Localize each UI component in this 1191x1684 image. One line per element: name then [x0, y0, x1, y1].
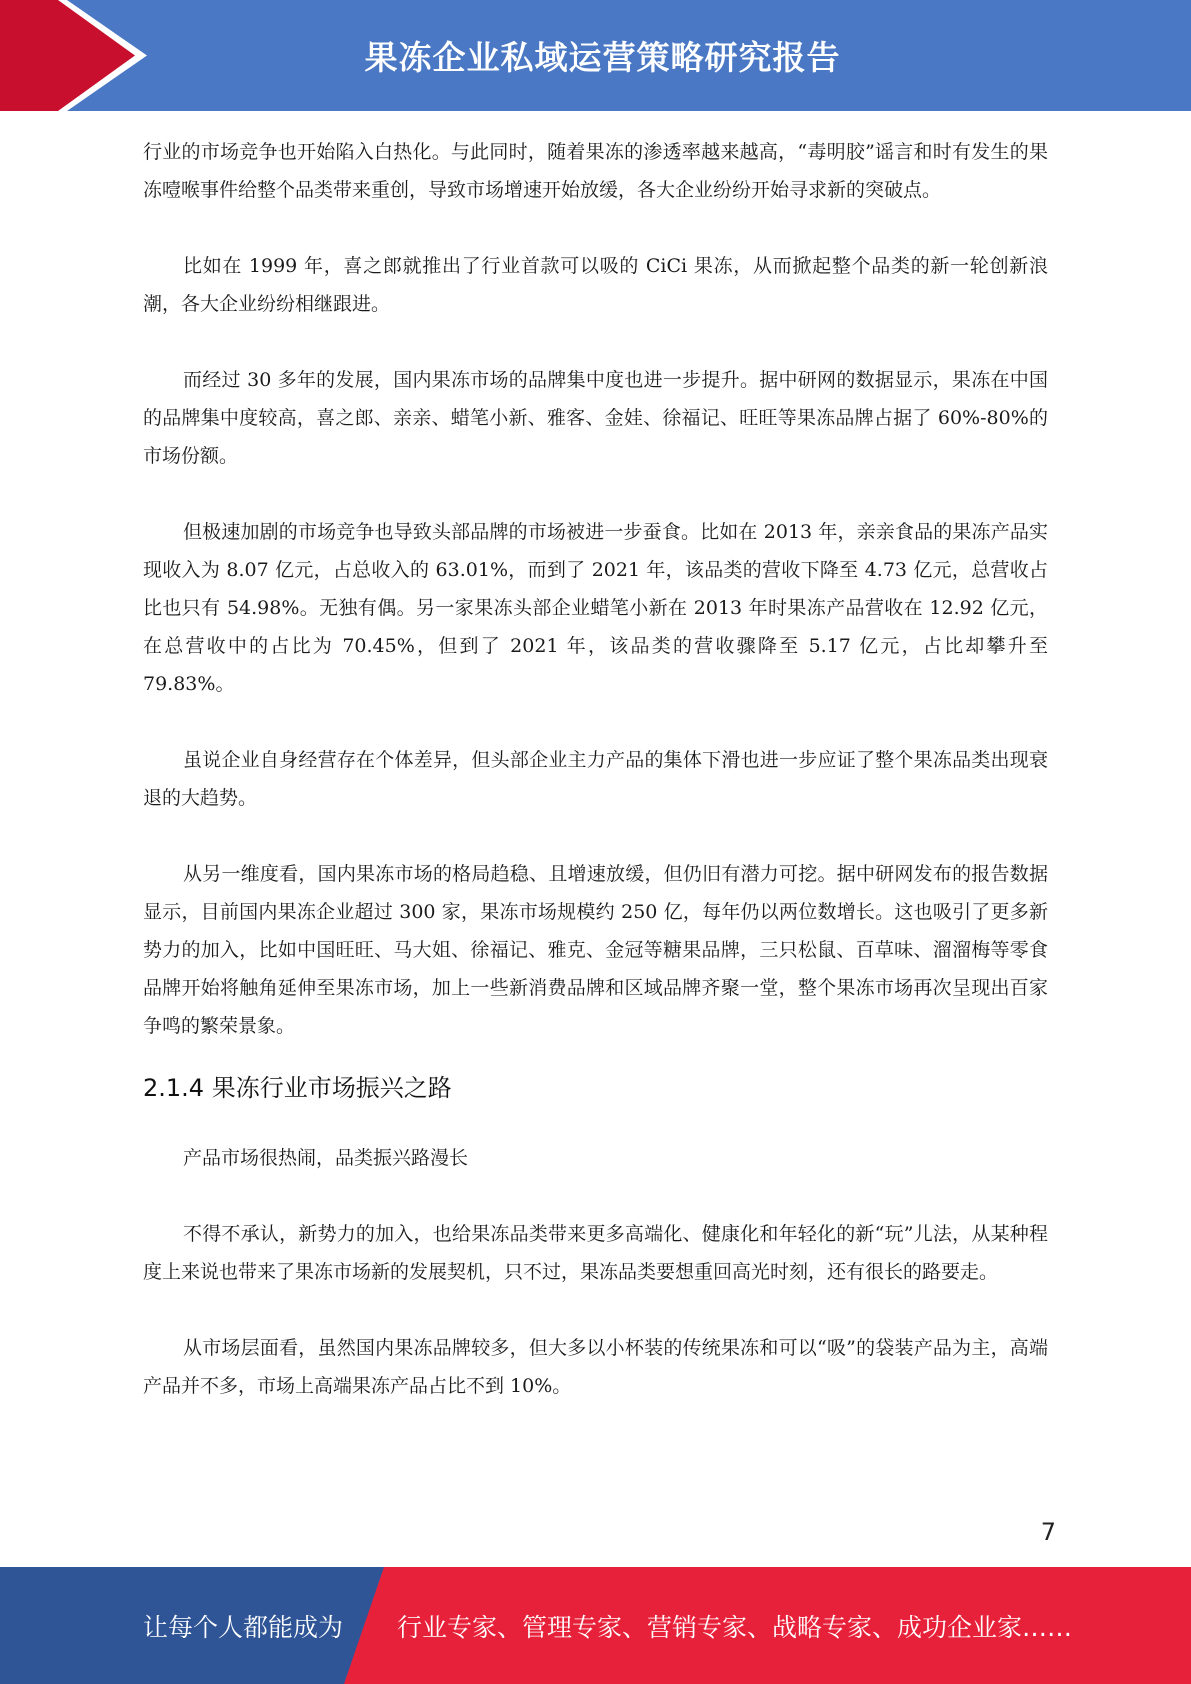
document-title: 果冻企业私域运营策略研究报告: [364, 38, 841, 77]
paragraph: 而经过 30 多年的发展，国内果冻市场的品牌集中度也进一步提升。据中研网的数据显示，果冻在中国的品牌集中度较高，喜之郎、亲亲、蜡笔小新、雅客、金娃、徐福记、旺旺等果冻品牌占据了 60%-80%的市场份额。: [143, 369, 1048, 467]
paragraph: 但极速加剧的市场竞争也导致头部品牌的市场被进一步蚕食。比如在 2013 年，亲亲食品的果冻产品实现收入为 8.07 亿元，占总收入的 63.01%，而到了 2021 年，该品类的营收下降至 4.73 亿元，总营收占比也只有 54.98%。无独有偶。另一家果冻头部企业蜡笔小新在 2013 年时果冻产品营收在 12.92 亿元，在总营收中的占比为 70.45%，但到了 2021 年，该品类的营收骤降至 5.17 亿元，占比却攀升至 79.83%。: [143, 521, 1048, 695]
paragraph: 行业的市场竞争也开始陷入白热化。与此同时，随着果冻的渗透率越来越高，“毒明胶”谣言和时有发生的果冻噎喉事件给整个品类带来重创，导致市场增速开始放缓，各大企业纷纷开始寻求新的突破点。: [143, 141, 1048, 201]
paragraph: 不得不承认，新势力的加入，也给果冻品类带来更多高端化、健康化和年轻化的新“玩”儿法，从某种程度上来说也带来了果冻市场新的发展契机，只不过，果冻品类要想重回高光时刻，还有很长的路要走。: [143, 1223, 1048, 1283]
section-heading: 2.1.4 果冻行业市场振兴之路: [143, 1074, 452, 1102]
page-footer: [0, 1567, 1191, 1684]
page-header: [0, 0, 1191, 111]
report-body: [143, 133, 1048, 1405]
footer-slogan-left: 让每个人都能成为: [143, 1612, 344, 1642]
paragraph-subtitle: 产品市场很热闹，品类振兴路漫长: [183, 1147, 469, 1169]
paragraph: 虽说企业自身经营存在个体差异，但头部企业主力产品的集体下滑也进一步应证了整个果冻品类出现衰退的大趋势。: [143, 749, 1048, 809]
paragraph: 从市场层面看，虽然国内果冻品牌较多，但大多以小杯装的传统果冻和可以“吸”的袋装产品为主，高端产品并不多，市场上高端果冻产品占比不到 10%。: [143, 1337, 1048, 1397]
page-number: 7: [1040, 1518, 1056, 1546]
footer-slogan-right: 行业专家、管理专家、营销专家、战略专家、成功企业家……: [397, 1612, 1073, 1642]
paragraph: 从另一维度看，国内果冻市场的格局趋稳、且增速放缓，但仍旧有潜力可挖。据中研网发布的报告数据显示，目前国内果冻企业超过 300 家，果冻市场规模约 250 亿，每年仍以两位数增长。这也吸引了更多新势力的加入，比如中国旺旺、马大姐、徐福记、雅克、金冠等糖果品牌，三只松鼠、百草味、溜溜梅等零食品牌开始将触角延伸至果冻市场，加上一些新消费品牌和区域品牌齐聚一堂，整个果冻市场再次呈现出百家争鸣的繁荣景象。: [143, 863, 1048, 1037]
paragraph: 比如在 1999 年，喜之郎就推出了行业首款可以吸的 CiCi 果冻，从而掀起整个品类的新一轮创新浪潮，各大企业纷纷相继跟进。: [143, 255, 1048, 315]
